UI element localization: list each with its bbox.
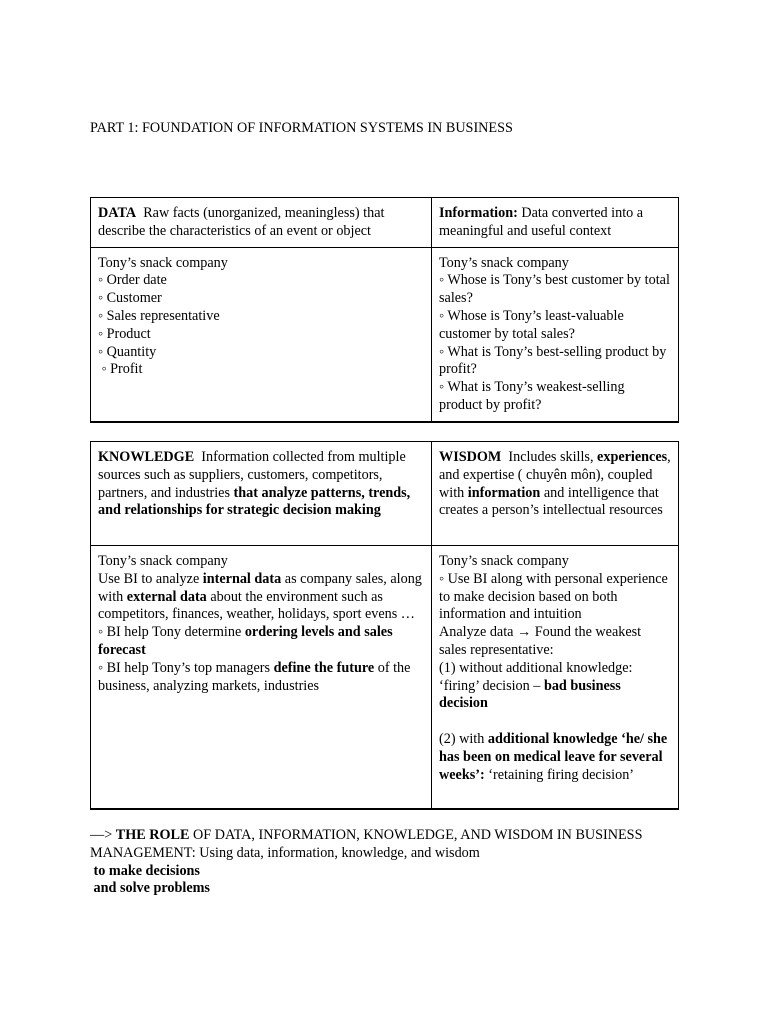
wisdom-paragraph: ◦ Use BI along with personal experience to make decision based on both information and intuition (439, 570, 668, 623)
wisdom-definition-cell (432, 442, 679, 546)
arrow-icon: —> (90, 827, 113, 843)
role-emphasis: THE ROLE (115, 827, 190, 843)
information-definition: Data converted into a meaningful and useful context (439, 205, 644, 239)
text-run: of the business, analyzing markets, industries (98, 659, 411, 694)
data-information-table (90, 197, 679, 423)
wisdom-example-cell (432, 546, 679, 810)
text-run: Use BI to analyze (98, 570, 200, 587)
wisdom-paragraph (439, 731, 671, 784)
wisdom-paragraph (439, 624, 671, 660)
data-term: DATA (98, 205, 137, 221)
data-example-cell (91, 247, 432, 422)
text-run: Analyze data (439, 624, 514, 641)
wisdom-term: WISDOM (439, 449, 502, 465)
text-run: (2) with (439, 731, 485, 748)
wisdom-emphasis-information: information (467, 484, 541, 501)
page-title: PART 1: FOUNDATION OF INFORMATION SYSTEMS IN BUSINESS (90, 120, 513, 136)
list-item: ◦ What is Tony’s best-selling product by profit? (439, 343, 667, 378)
data-example-heading: Tony’s snack company (98, 254, 228, 271)
role-text: OF DATA, INFORMATION, KNOWLEDGE, AND WISDOM IN BUSINESS MANAGEMENT: Using data, information, knowledge, and wisdom (90, 827, 643, 861)
knowledge-definition-emphasis: that analyze patterns, trends, and relationships for strategic decision making (98, 484, 411, 519)
knowledge-definition: Information collected from multiple sources such as suppliers, customers, competitors, partners, and industries (98, 449, 406, 501)
knowledge-paragraph (98, 624, 424, 660)
wisdom-definition-part: Includes skills, (508, 449, 594, 465)
list-item: ◦ Order date (98, 272, 167, 289)
list-item: ◦ Sales representative (98, 307, 220, 324)
knowledge-wisdom-table (90, 441, 679, 810)
wisdom-definition-part: and intelligence that creates a person’s intellectual resources (439, 484, 663, 519)
wisdom-definition-part: , and expertise ( chuyên môn), coupled with (439, 449, 671, 501)
information-example-cell (432, 247, 679, 422)
text-run: ◦ BI help Tony determine (98, 624, 242, 641)
list-item: ◦ Product (98, 325, 151, 342)
text-run: (1) without additional knowledge: ‘firing’ decision – (439, 659, 633, 694)
information-definition-cell (432, 198, 679, 248)
spacer (439, 713, 671, 731)
knowledge-example-heading: Tony’s snack company (98, 553, 228, 569)
text-emphasis: internal data (202, 570, 282, 587)
text-emphasis: external data (126, 588, 207, 605)
data-definition: Raw facts (unorganized, meaningless) that describe the characteristics of an event or object (98, 205, 385, 239)
list-item: ◦ Profit (98, 361, 143, 378)
knowledge-term: KNOWLEDGE (98, 449, 195, 465)
wisdom-emphasis-experiences: experiences (597, 449, 668, 465)
role-statement (90, 827, 650, 898)
wisdom-paragraph (439, 660, 671, 713)
text-run: about the environment such as competitors, finances, weather, holidays, sport evens … (98, 588, 415, 623)
knowledge-paragraph (98, 571, 424, 624)
list-item: ◦ What is Tony’s weakest-selling product by profit? (439, 379, 625, 413)
list-item: ◦ Whose is Tony’s best customer by total sales? (439, 272, 670, 307)
wisdom-example-heading: Tony’s snack company (439, 553, 569, 569)
text-run: as company sales, along with (98, 570, 422, 605)
text-run: ◦ BI help Tony’s top managers (98, 659, 271, 676)
information-example-heading: Tony’s snack company (439, 254, 569, 271)
text-run: Found the weakest sales representative: (439, 624, 642, 658)
knowledge-definition-cell (91, 442, 432, 546)
role-line: and solve problems (90, 880, 210, 897)
list-item: ◦ Quantity (98, 343, 157, 360)
list-item: ◦ Whose is Tony’s least-valuable customer by total sales? (439, 307, 624, 342)
knowledge-paragraph (98, 660, 424, 696)
text-run: ‘retaining firing decision’ (488, 766, 635, 783)
text-emphasis: additional knowledge ‘he/ she has been on medical leave for several weeks’: (439, 731, 668, 783)
information-term: Information: (439, 205, 518, 221)
text-emphasis: bad business decision (439, 677, 621, 712)
knowledge-example-cell (91, 546, 432, 810)
role-line: to make decisions (90, 862, 200, 879)
list-item: ◦ Customer (98, 290, 162, 307)
data-definition-cell (91, 198, 432, 248)
text-emphasis: define the future (273, 659, 375, 676)
text-emphasis: ordering levels and sales forecast (98, 624, 393, 658)
arrow-right-icon: → (517, 624, 532, 641)
